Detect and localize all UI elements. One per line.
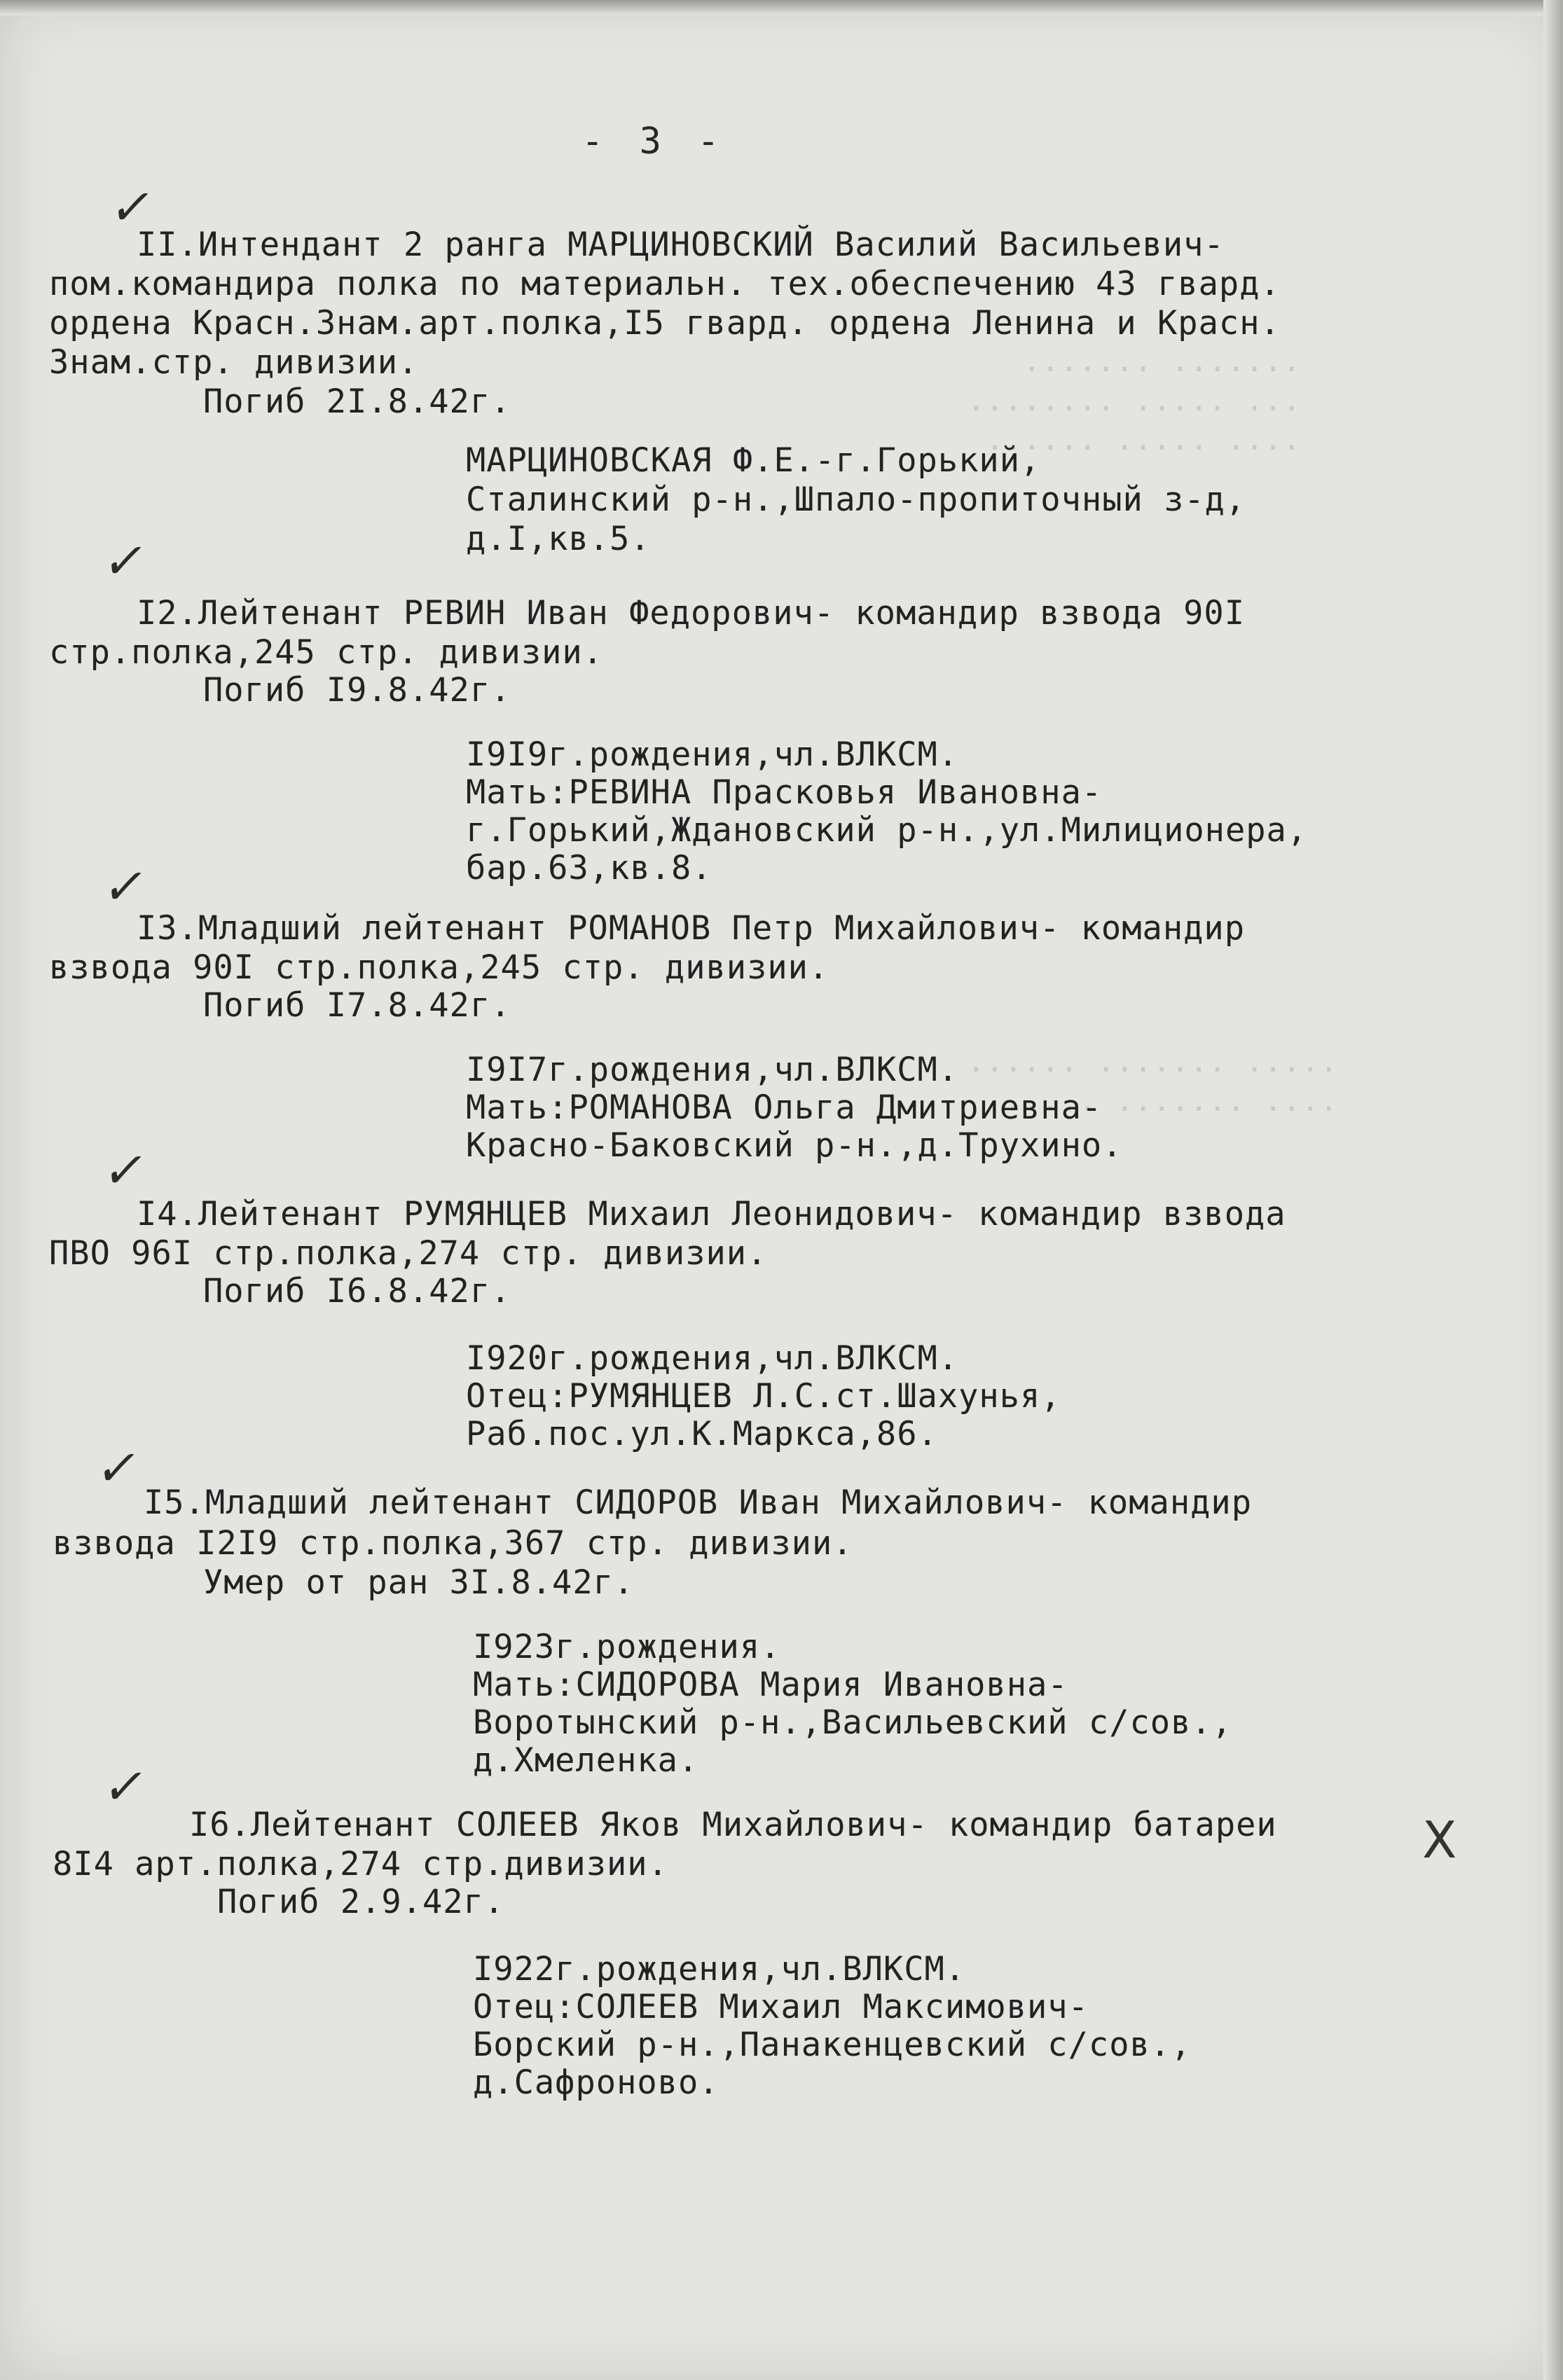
detail-line: I923г.рождения. (473, 1628, 781, 1666)
death-date: Умер от ран 3I.8.42г. (203, 1563, 635, 1602)
check-mark-icon: ✓ (99, 858, 153, 915)
detail-line: Отец:СОЛЕЕВ Михаил Максимович- (473, 1988, 1089, 2026)
entry-line: стр.полка,245 стр. дивизии. (49, 633, 604, 672)
detail-line: д.I,кв.5. (466, 520, 651, 558)
entry-line: II.Интендант 2 ранга МАРЦИНОВСКИЙ Василий Васильевич- (137, 226, 1225, 264)
check-mark-icon: ✓ (99, 1758, 153, 1815)
entry-line: I4.Лейтенант РУМЯНЦЕВ Михаил Леонидович- командир взвода (137, 1195, 1286, 1233)
detail-line: I9I9г.рождения,чл.ВЛКСМ. (466, 735, 959, 774)
page-number: - 3 - (581, 120, 727, 162)
death-date: Погиб I7.8.42г. (203, 986, 511, 1025)
entry-line: I3.Младший лейтенант РОМАНОВ Петр Михайлович- командир (137, 909, 1246, 948)
bleed-through-text: ······· ······· ··· ····· ········ ···· ····· ······ (967, 352, 1301, 466)
entry-line: взвода 90I стр.полка,245 стр. дивизии. (49, 948, 829, 987)
check-mark-icon: ✓ (92, 1439, 146, 1497)
detail-line: г.Горький,Ждановский р-н.,ул.Милиционера, (466, 811, 1308, 850)
entry-line: 8I4 арт.полка,274 стр.дивизии. (53, 1845, 668, 1883)
entry-line: I5.Младший лейтенант СИДОРОВ Иван Михайлович- командир (144, 1483, 1253, 1522)
detail-line: Мать:СИДОРОВА Мария Ивановна- (473, 1666, 1068, 1704)
entry-line: I2.Лейтенант РЕВИН Иван Федорович- командир взвода 90I (137, 594, 1246, 632)
detail-line: Отец:РУМЯНЦЕВ Л.С.ст.Шахунья, (466, 1377, 1061, 1416)
detail-line: Раб.пос.ул.К.Маркса,86. (466, 1415, 938, 1453)
detail-line: Борский р-н.,Панакенцевский с/сов., (473, 2026, 1192, 2064)
scan-top-edge (0, 0, 1563, 15)
detail-line: Мать:РОМАНОВА Ольга Дмитриевна- (466, 1088, 1103, 1127)
bleed-through-text: ····· ······· ······ ···· ······· ····· (967, 1052, 1338, 1127)
entry-line: ПВО 96I стр.полка,274 стр. дивизии. (49, 1234, 768, 1273)
detail-line: I920г.рождения,чл.ВЛКСМ. (466, 1339, 959, 1378)
check-mark-icon: ✓ (99, 1142, 153, 1199)
detail-line: I922г.рождения,чл.ВЛКСМ. (473, 1950, 966, 1988)
detail-line: д.Сафроново. (473, 2063, 719, 2102)
detail-line: Воротынский р-н.,Васильевский с/сов., (473, 1703, 1232, 1742)
detail-line: Мать:РЕВИНА Прасковья Ивановна- (466, 773, 1103, 812)
entry-line: Знам.стр. дивизии. (49, 343, 419, 382)
detail-line: Красно-Баковский р-н.,д.Трухино. (466, 1126, 1123, 1165)
cross-mark-icon: X (1422, 1811, 1457, 1869)
death-date: Погиб I6.8.42г. (203, 1272, 511, 1310)
detail-line: д.Хмеленка. (473, 1741, 699, 1780)
entry-line: пом.командира полка по материальн. тех.обеспечению 43 гвард. (49, 265, 1281, 303)
check-mark-icon: ✓ (99, 532, 153, 590)
entry-line: взвода I2I9 стр.полка,367 стр. дивизии. (53, 1524, 853, 1563)
detail-line: бар.63,кв.8. (466, 849, 712, 887)
entry-line: ордена Красн.Знам.арт.полка,I5 гвард. ордена Ленина и Красн. (49, 304, 1281, 343)
death-date: Погиб 2.9.42г. (217, 1883, 505, 1921)
scan-right-edge (1543, 0, 1563, 2380)
detail-line: I9I7г.рождения,чл.ВЛКСМ. (466, 1051, 959, 1089)
detail-line: МАРЦИНОВСКАЯ Ф.Е.-г.Горький, (466, 441, 1041, 480)
death-date: Погиб 2I.8.42г. (203, 382, 511, 421)
entry-line: I6.Лейтенант СОЛЕЕВ Яков Михайлович- командир батареи (189, 1806, 1277, 1844)
death-date: Погиб I9.8.42г. (203, 671, 511, 710)
detail-line: Сталинский р-н.,Шпало-пропиточный з-д, (466, 480, 1246, 519)
check-mark-icon: ✓ (106, 179, 160, 236)
